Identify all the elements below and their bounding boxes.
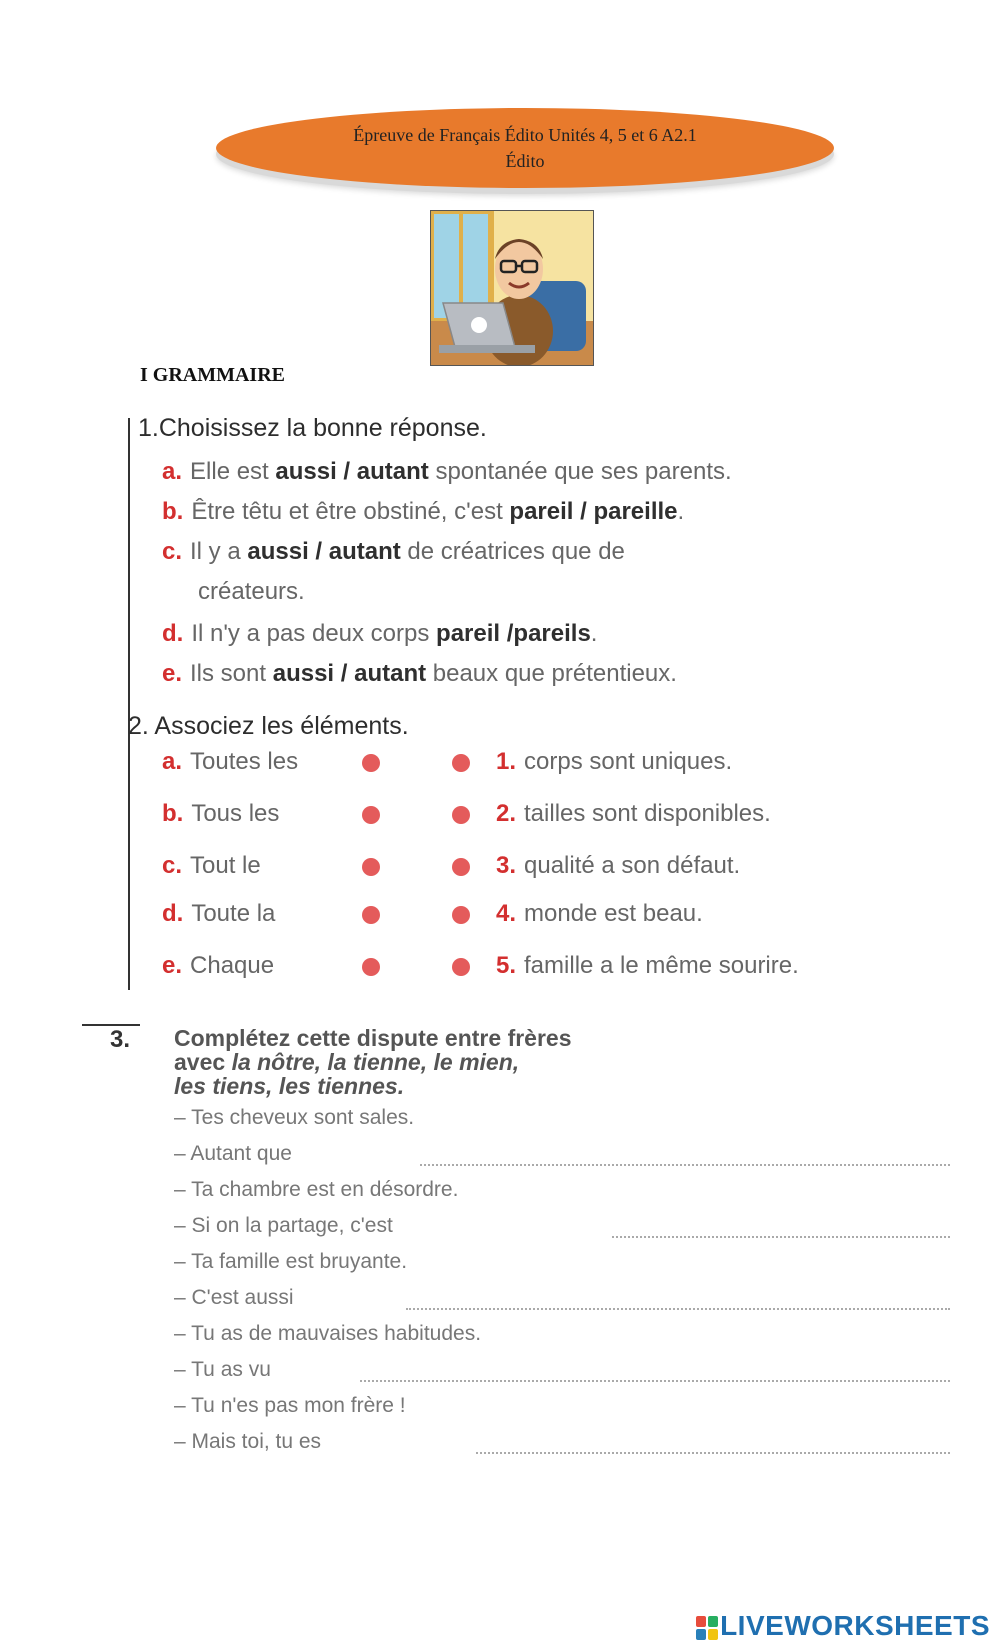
match-dot-left-d[interactable] [362, 906, 380, 924]
dialogue-line-10: – Mais toi, tu es [174, 1430, 322, 1453]
answer-blank-5[interactable] [476, 1452, 950, 1454]
exercise-2-title: 2. Associez les éléments. [128, 712, 409, 740]
match-dot-right-4[interactable] [452, 906, 470, 924]
exercise-3-number: 3. [110, 1026, 131, 1053]
item-letter: b. [162, 498, 184, 525]
dialogue-line-8: – Tu as vu [174, 1358, 271, 1381]
document-subtitle: Édito [505, 151, 545, 171]
document-title: Épreuve de Français Édito Unités 4, 5 et 6 A2.1 [353, 125, 697, 145]
match-right-4: 4. monde est beau. [496, 900, 703, 927]
dialogue-line-5: – Ta famille est bruyante. [174, 1250, 408, 1273]
answer-blank-3[interactable] [406, 1308, 950, 1310]
match-dot-right-1[interactable] [452, 754, 470, 772]
match-right-5: 5. famille a le même sourire. [496, 952, 799, 979]
match-dot-left-c[interactable] [362, 858, 380, 876]
match-right-3: 3. qualité a son défaut. [496, 852, 741, 879]
answer-choice[interactable]: pareil / pareille [509, 498, 678, 525]
dialogue-line-9: – Tu n'es pas mon frère ! [174, 1394, 406, 1417]
match-dot-right-3[interactable] [452, 858, 470, 876]
answer-blank-1[interactable] [420, 1164, 950, 1166]
item-letter: e. [162, 660, 183, 687]
answer-choice[interactable]: aussi / autant [275, 458, 429, 485]
exercise-border [128, 418, 130, 990]
match-left-d: d. Toute la [162, 900, 276, 927]
title-banner [216, 108, 834, 188]
answer-choice[interactable]: aussi / autant [272, 660, 427, 687]
exercise-1-item-e: e. Ils sont aussi / autant beaux que prétentieux. [162, 660, 677, 687]
dialogue-line-3: – Ta chambre est en désordre. [174, 1178, 459, 1201]
match-dot-left-e[interactable] [362, 958, 380, 976]
dialogue-line-2: – Autant que [174, 1142, 292, 1165]
exercise-1-item-c: c. Il y a aussi / autant de créatrices que de [162, 538, 625, 565]
item-letter: d. [162, 620, 184, 647]
liveworksheets-brand[interactable]: LIVEWORKSHEETS [720, 1610, 990, 1641]
exercise-1-item-a: a. Elle est aussi / autant spontanée que ses parents. [162, 458, 732, 485]
answer-blank-2[interactable] [612, 1236, 950, 1238]
dialogue-line-7: – Tu as de mauvaises habitudes. [174, 1322, 482, 1345]
match-left-e: e. Chaque [162, 952, 275, 979]
match-left-c: c. Tout le [162, 852, 261, 879]
match-dot-left-a[interactable] [362, 754, 380, 772]
exercise-3-title: Complétez cette dispute entre frères avec la nôtre, la tienne, le mien, les tiens, les tiennes. [174, 1025, 572, 1099]
exercise-1-item-b: b. Être têtu et être obstiné, c'est pareil / pareille. [162, 498, 685, 525]
match-dot-left-b[interactable] [362, 806, 380, 824]
match-right-1: 1. corps sont uniques. [496, 748, 733, 775]
answer-choice[interactable]: pareil /pareils [436, 620, 591, 647]
answer-choice[interactable]: aussi / autant [247, 538, 401, 565]
item-letter: a. [162, 458, 183, 485]
section-title: I GRAMMAIRE [140, 364, 285, 386]
answer-blank-4[interactable] [360, 1380, 950, 1382]
dialogue-line-4: – Si on la partage, c'est [174, 1214, 393, 1237]
exercise-1-item-c-continued: créateurs. [198, 578, 305, 605]
match-left-b: b. Tous les [162, 800, 280, 827]
teacher-avatar-image [430, 210, 594, 366]
dialogue-line-1: – Tes cheveux sont sales. [174, 1106, 415, 1129]
exercise-1-title: 1.Choisissez la bonne réponse. [138, 414, 487, 442]
match-dot-right-5[interactable] [452, 958, 470, 976]
liveworksheets-logo-icon [696, 1616, 718, 1640]
match-right-2: 2. tailles sont disponibles. [496, 800, 771, 827]
item-letter: c. [162, 538, 183, 565]
match-left-a: a. Toutes les [162, 748, 299, 775]
match-dot-right-2[interactable] [452, 806, 470, 824]
exercise-1-item-d: d. Il n'y a pas deux corps pareil /pareils. [162, 620, 598, 647]
dialogue-line-6: – C'est aussi [174, 1286, 294, 1309]
